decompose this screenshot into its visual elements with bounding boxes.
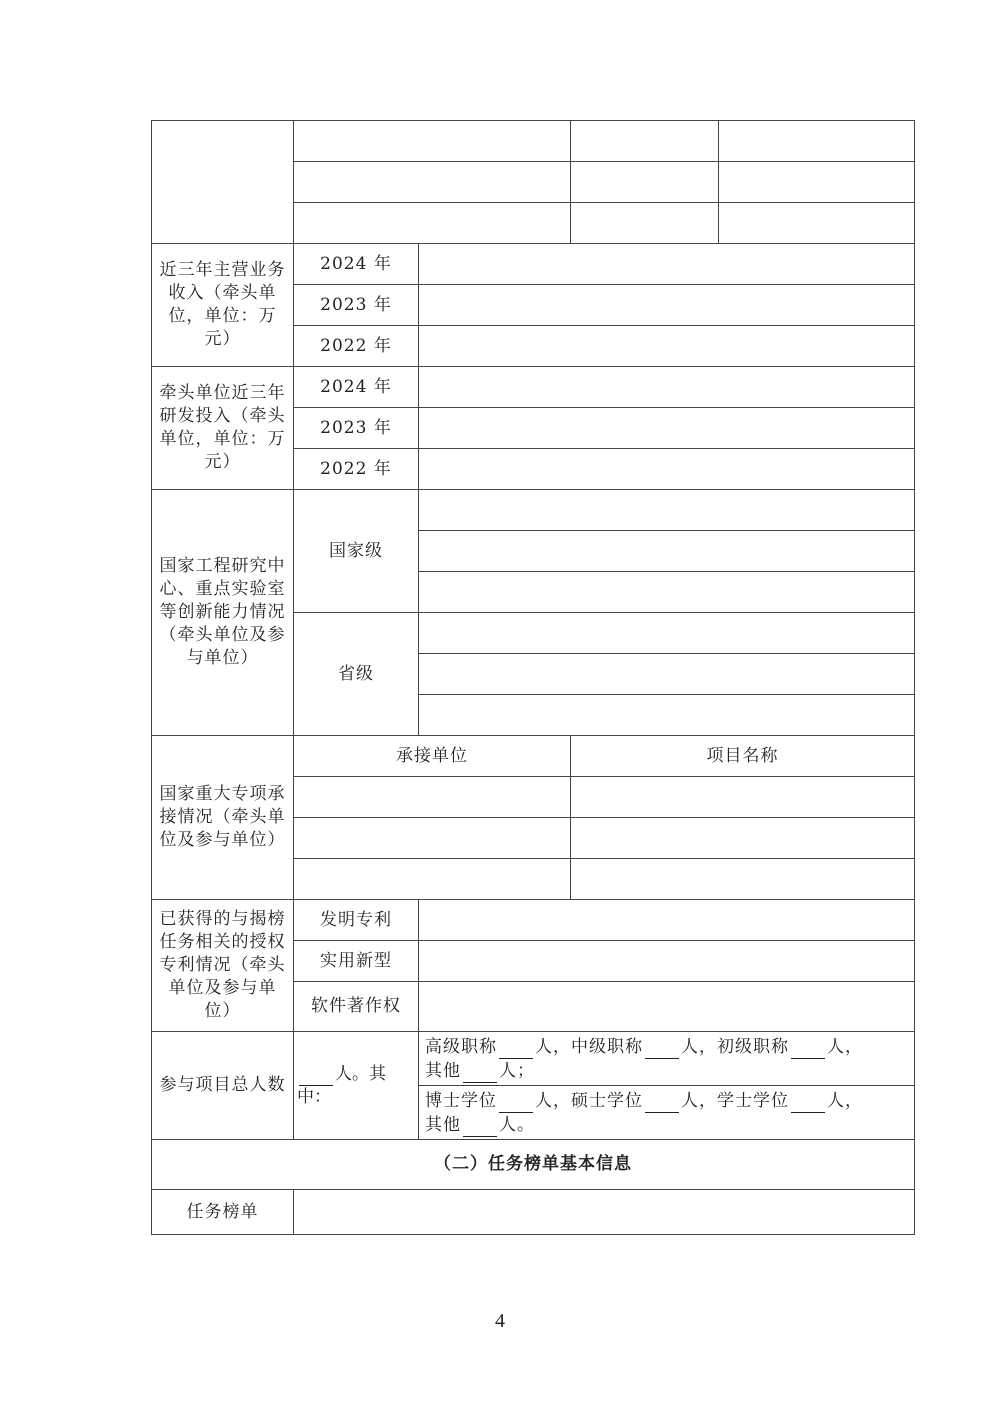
junior-title-suffix: 人， — [827, 1036, 863, 1057]
rd-2023-input[interactable] — [419, 408, 915, 449]
bachelor-label: 人，学士学位 — [681, 1090, 789, 1111]
blank-cell — [294, 162, 571, 203]
blank-cell — [719, 203, 915, 244]
patent-invention-input[interactable] — [419, 900, 915, 941]
rd-year-2024: 2024 年 — [294, 367, 419, 408]
staff-title-breakdown — [419, 1032, 915, 1086]
junior-title-label: 人，初级职称 — [681, 1036, 789, 1057]
other-degree-label: 其他 — [425, 1114, 461, 1135]
major-projects-label: 国家重大专项承接情况（牵头单位及参与单位） — [152, 736, 294, 900]
revenue-2023-input[interactable] — [419, 285, 915, 326]
other-title-blank[interactable] — [463, 1065, 497, 1083]
blank-cell — [571, 121, 719, 162]
other-title-suffix: 人； — [499, 1060, 535, 1081]
rd-2024-input[interactable] — [419, 367, 915, 408]
phd-label: 博士学位 — [425, 1090, 497, 1111]
revenue-year-2023: 2023 年 — [294, 285, 419, 326]
staff-degree-breakdown — [419, 1086, 915, 1140]
rd-2022-input[interactable] — [419, 449, 915, 490]
task-list-label: 任务榜单 — [152, 1190, 294, 1235]
task-list-input[interactable] — [294, 1190, 915, 1235]
other-degree-blank[interactable] — [463, 1119, 497, 1137]
section-2-title: （二）任务榜单基本信息 — [152, 1140, 915, 1190]
revenue-year-2024: 2024 年 — [294, 244, 419, 285]
other-title-label: 其他 — [425, 1060, 461, 1081]
master-blank[interactable] — [645, 1095, 679, 1113]
bachelor-suffix: 人， — [827, 1090, 863, 1111]
col-header-project: 项目名称 — [571, 736, 915, 777]
revenue-2024-input[interactable] — [419, 244, 915, 285]
mid-title-label: 人，中级职称 — [535, 1036, 643, 1057]
project-input[interactable] — [571, 818, 915, 859]
provincial-level-label: 省级 — [294, 613, 419, 736]
continued-label-cell — [152, 121, 294, 244]
unit-input[interactable] — [294, 859, 571, 900]
patent-type-utility: 实用新型 — [294, 941, 419, 982]
rd-label: 牵头单位近三年研发投入（牵头单位，单位：万元） — [152, 367, 294, 490]
junior-title-blank[interactable] — [791, 1041, 825, 1059]
patent-utility-input[interactable] — [419, 941, 915, 982]
phd-blank[interactable] — [499, 1095, 533, 1113]
patent-software-input[interactable] — [419, 982, 915, 1032]
staff-total-suffix: 人。其中： — [297, 1063, 386, 1107]
mid-title-blank[interactable] — [645, 1041, 679, 1059]
revenue-label: 近三年主营业务收入（牵头单位，单位：万元） — [152, 244, 294, 367]
provincial-entry-input[interactable] — [419, 613, 915, 654]
unit-input[interactable] — [294, 777, 571, 818]
staff-total-label: 参与项目总人数 — [152, 1032, 294, 1140]
national-entry-input[interactable] — [419, 531, 915, 572]
other-degree-suffix: 人。 — [499, 1114, 535, 1135]
patent-type-software: 软件著作权 — [294, 982, 419, 1032]
staff-total-cell — [294, 1032, 419, 1140]
revenue-year-2022: 2022 年 — [294, 326, 419, 367]
project-input[interactable] — [571, 859, 915, 900]
staff-total-blank[interactable] — [299, 1068, 333, 1086]
blank-cell — [719, 162, 915, 203]
project-input[interactable] — [571, 777, 915, 818]
bachelor-blank[interactable] — [791, 1095, 825, 1113]
national-level-label: 国家级 — [294, 490, 419, 613]
blank-cell — [571, 203, 719, 244]
revenue-2022-input[interactable] — [419, 326, 915, 367]
provincial-entry-input[interactable] — [419, 695, 915, 736]
patents-label: 已获得的与揭榜任务相关的授权专利情况（牵头单位及参与单位） — [152, 900, 294, 1032]
innovation-label: 国家工程研究中心、重点实验室等创新能力情况（牵头单位及参与单位） — [152, 490, 294, 736]
col-header-unit: 承接单位 — [294, 736, 571, 777]
blank-cell — [719, 121, 915, 162]
national-entry-input[interactable] — [419, 572, 915, 613]
rd-year-2023: 2023 年 — [294, 408, 419, 449]
unit-input[interactable] — [294, 818, 571, 859]
application-form-table — [151, 120, 915, 1235]
senior-title-blank[interactable] — [499, 1041, 533, 1059]
master-label: 人，硕士学位 — [535, 1090, 643, 1111]
national-entry-input[interactable] — [419, 490, 915, 531]
patent-type-invention: 发明专利 — [294, 900, 419, 941]
provincial-entry-input[interactable] — [419, 654, 915, 695]
blank-cell — [294, 203, 571, 244]
blank-cell — [294, 121, 571, 162]
senior-title-label: 高级职称 — [425, 1036, 497, 1057]
rd-year-2022: 2022 年 — [294, 449, 419, 490]
page-number: 4 — [495, 1310, 505, 1332]
blank-cell — [571, 162, 719, 203]
